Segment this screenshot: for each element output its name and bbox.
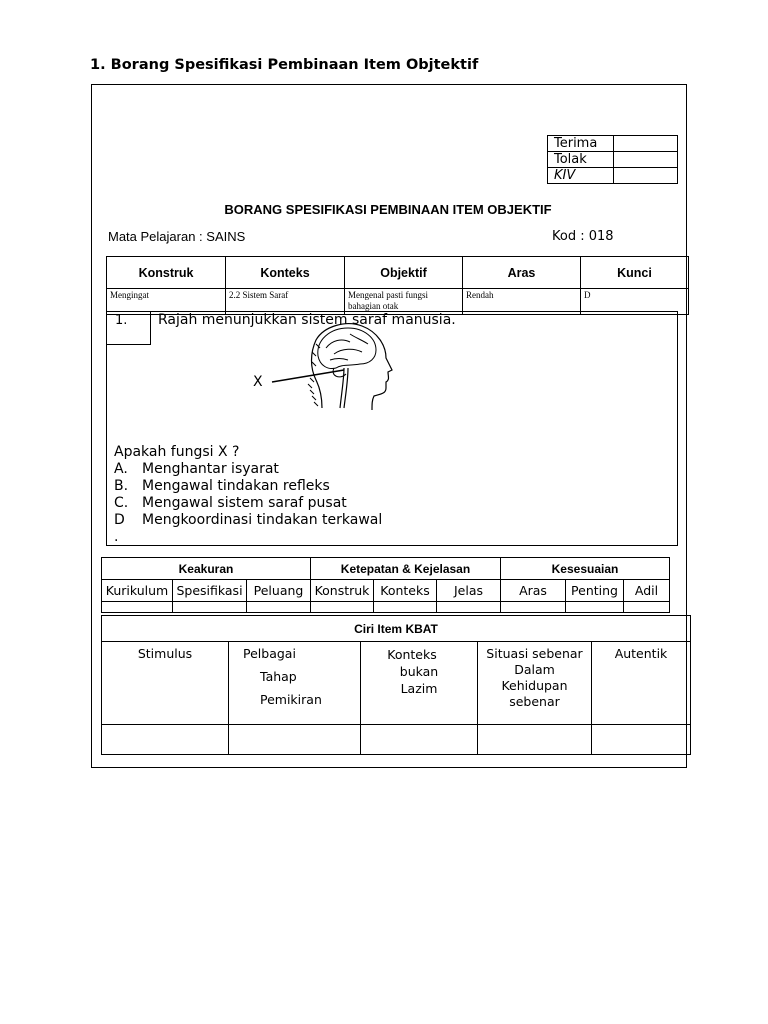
kbat-score-cell[interactable] (478, 725, 592, 755)
kbat-criterion-situasi (478, 642, 592, 725)
question-trailing-dot: . (114, 529, 119, 545)
eval-column-label: Penting (566, 580, 624, 602)
spec-value-cell: Mengingat (107, 289, 226, 315)
status-label-kiv (548, 168, 614, 184)
eval-score-cell[interactable] (501, 602, 566, 613)
spec-header-cell: Kunci (581, 257, 689, 289)
kbat-criterion-line: Konteks (387, 647, 437, 662)
diagram-label-x: X (253, 374, 263, 390)
evaluation-table (101, 557, 670, 613)
eval-column-label: Spesifikasi (173, 580, 247, 602)
spec-table (106, 256, 689, 315)
eval-score-cell[interactable] (437, 602, 501, 613)
spec-header-row (107, 257, 689, 289)
form-title: BORANG SPESIFIKASI PEMBINAAN ITEM OBJEKTIF (224, 202, 552, 217)
status-label-kiv-text: KIV (554, 168, 576, 183)
heading-text: Borang Spesifikasi Pembinaan Item Objtektif (110, 57, 479, 73)
status-row (548, 152, 678, 168)
kbat-criterion-line: Lazim (400, 681, 438, 696)
option-text: Mengawal tindakan refleks (142, 478, 330, 494)
question-number: 1. (106, 311, 151, 345)
kbat-criteria-row (102, 642, 691, 725)
status-box (547, 135, 678, 184)
eval-score-row (102, 602, 670, 613)
kbat-title: Ciri Item KBAT (102, 616, 691, 642)
spec-value-cell: 2.2 Sistem Saraf (226, 289, 345, 315)
kbat-score-row (102, 725, 691, 755)
kbat-criterion-autentik (592, 642, 691, 725)
eval-column-label: Aras (501, 580, 566, 602)
eval-group-keakuran: Keakuran (102, 558, 311, 580)
option-a[interactable] (114, 461, 382, 478)
option-d[interactable] (114, 512, 382, 529)
spec-value-cell: Mengenal pasti fungsi bahagian otak (345, 289, 463, 315)
kbat-score-cell[interactable] (229, 725, 361, 755)
kbat-criterion-line: Situasi sebenar (486, 646, 583, 661)
kbat-table (101, 615, 691, 755)
kbat-criterion-line: Autentik (614, 646, 668, 661)
spec-header-cell: Konstruk (107, 257, 226, 289)
kbat-criterion-line: Dalam (514, 662, 555, 677)
question-body (114, 444, 382, 546)
kbat-score-cell[interactable] (361, 725, 478, 755)
question-stem: Rajah menunjukkan sistem saraf manusia. (158, 312, 456, 328)
option-text: Menghantar isyarat (142, 461, 279, 477)
option-letter: C. (114, 495, 129, 511)
heading-number: 1. (90, 57, 106, 73)
eval-group-row (102, 558, 670, 580)
option-letter: A. (114, 461, 128, 477)
status-checkbox-tolak[interactable] (614, 152, 678, 168)
kbat-title-row (102, 616, 691, 642)
kbat-criterion-konteks (361, 642, 478, 725)
eval-score-cell[interactable] (624, 602, 670, 613)
option-letter: D (114, 512, 125, 528)
status-label-tolak: Tolak (548, 152, 614, 168)
status-checkbox-terima[interactable] (614, 136, 678, 152)
option-text: Mengawal sistem saraf pusat (142, 495, 347, 511)
eval-score-cell[interactable] (173, 602, 247, 613)
kbat-criterion-line: Pemikiran (260, 692, 322, 707)
spec-header-cell: Konteks (226, 257, 345, 289)
kbat-criterion-stimulus (102, 642, 229, 725)
eval-column-label: Peluang (247, 580, 311, 602)
question-prompt: Apakah fungsi X ? (114, 444, 240, 460)
eval-group-kesesuaian: Kesesuaian (501, 558, 670, 580)
head-brain-diagram (250, 318, 410, 413)
option-letter: B. (114, 478, 129, 494)
kbat-criterion-pemikiran (229, 642, 361, 725)
eval-group-ketepatan: Ketepatan & Kejelasan (311, 558, 501, 580)
spec-header-cell: Aras (463, 257, 581, 289)
status-row (548, 136, 678, 152)
eval-column-label: Jelas (437, 580, 501, 602)
eval-column-label: Kurikulum (102, 580, 173, 602)
code-label: Kod : 018 (552, 229, 614, 244)
eval-score-cell[interactable] (374, 602, 437, 613)
eval-column-label: Konteks (374, 580, 437, 602)
kbat-score-cell[interactable] (102, 725, 229, 755)
spec-value-cell: D (581, 289, 689, 315)
eval-score-cell[interactable] (566, 602, 624, 613)
kbat-criterion-line: Pelbagai (243, 646, 296, 661)
eval-score-cell[interactable] (311, 602, 374, 613)
status-label-terima: Terima (548, 136, 614, 152)
eval-column-label: Konstruk (311, 580, 374, 602)
spec-value-cell: Rendah (463, 289, 581, 315)
kbat-score-cell[interactable] (592, 725, 691, 755)
eval-column-row (102, 580, 670, 602)
kbat-criterion-line: Stimulus (137, 646, 193, 661)
status-row (548, 168, 678, 184)
document-heading (90, 57, 478, 73)
kbat-criterion-line: Tahap (260, 669, 297, 684)
option-text: Mengkoordinasi tindakan terkawal (142, 512, 383, 528)
kbat-criterion-line: bukan (399, 664, 439, 679)
kbat-criterion-line: Kehidupan (501, 678, 568, 693)
eval-score-cell[interactable] (102, 602, 173, 613)
eval-score-cell[interactable] (247, 602, 311, 613)
status-checkbox-kiv[interactable] (614, 168, 678, 184)
subject-label: Mata Pelajaran : SAINS (108, 229, 246, 244)
option-b[interactable] (114, 478, 382, 495)
option-c[interactable] (114, 495, 382, 512)
spec-header-cell: Objektif (345, 257, 463, 289)
kbat-criterion-line: sebenar (509, 694, 560, 709)
eval-column-label: Adil (624, 580, 670, 602)
